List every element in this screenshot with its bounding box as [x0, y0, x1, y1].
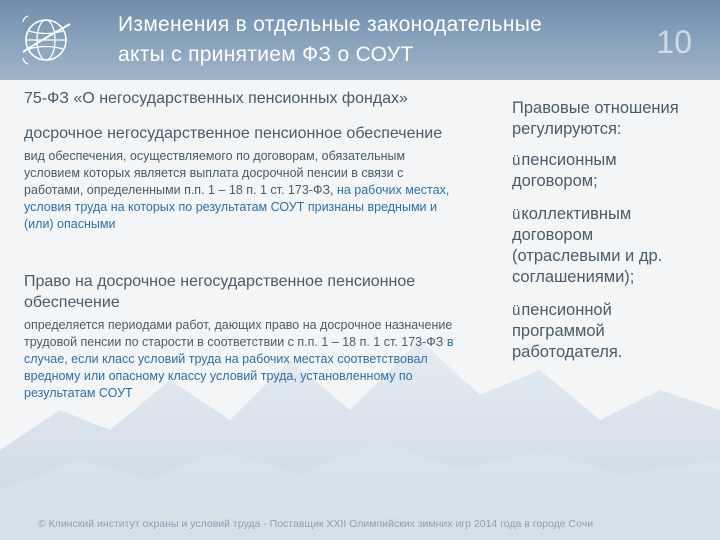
check-icon: ü [512, 302, 521, 319]
check-icon: ü [512, 206, 521, 223]
section1-text-a: вид обеспечения, осуществляемого по договорам, обязательным условием которых является выплата досрочной пенсии в связи с работами, определенными п.п. 1 – 18 п. 1 ст. 173-ФЗ, [24, 149, 406, 197]
right-title: Правовые отношения регулируются: [512, 99, 679, 138]
footer-text: © Клинский институт охраны и условий труда - Поставщик XXII Олимпийских зимних игр 2014 года в городе Сочи [38, 518, 594, 530]
list-item-label: пенсионной программой работодателя. [512, 301, 623, 361]
left-column [24, 88, 464, 402]
list-item-label: коллективным договором (отраслевыми и др. соглашениями); [512, 205, 663, 286]
page-title [118, 10, 638, 70]
section2-text [24, 317, 464, 402]
law-title: 75-ФЗ «О негосударственных пенсионных фондах» [24, 90, 408, 107]
section2-heading: Право на досрочное негосударственное пенсионное обеспечение [24, 273, 416, 311]
section2-text-a: определяется периодами работ, дающих право на досрочное назначение трудовой пенсии по старости в соответствии с п.п. 1 – 18 п. 1 ст. 173-ФЗ [24, 318, 453, 349]
title-line-2: акты с принятием ФЗ о СОУТ [118, 43, 414, 66]
list-item [512, 204, 702, 288]
section2-text-highlight: в случае, если класс условий труда на рабочих местах соответствовал вредному или опасному классу условий труда, установленному по результатам СОУТ [24, 335, 454, 400]
section1-heading: досрочное негосударственное пенсионное обеспечение [24, 125, 443, 142]
section1-text-highlight: на рабочих местах, условия труда на которых по результатам СОУТ признаны вредными и (или) опасными [24, 183, 450, 231]
title-line-1: Изменения в отдельные законодательные [118, 13, 543, 36]
check-icon: ü [512, 152, 521, 169]
globe-logo-icon [18, 12, 74, 68]
header-bar [0, 0, 720, 80]
right-column [512, 98, 702, 375]
list-item [512, 300, 702, 363]
list-item [512, 150, 702, 192]
section1-text [24, 148, 464, 233]
slide-number: 10 [656, 24, 692, 60]
list-item-label: пенсионным договором; [512, 151, 617, 190]
